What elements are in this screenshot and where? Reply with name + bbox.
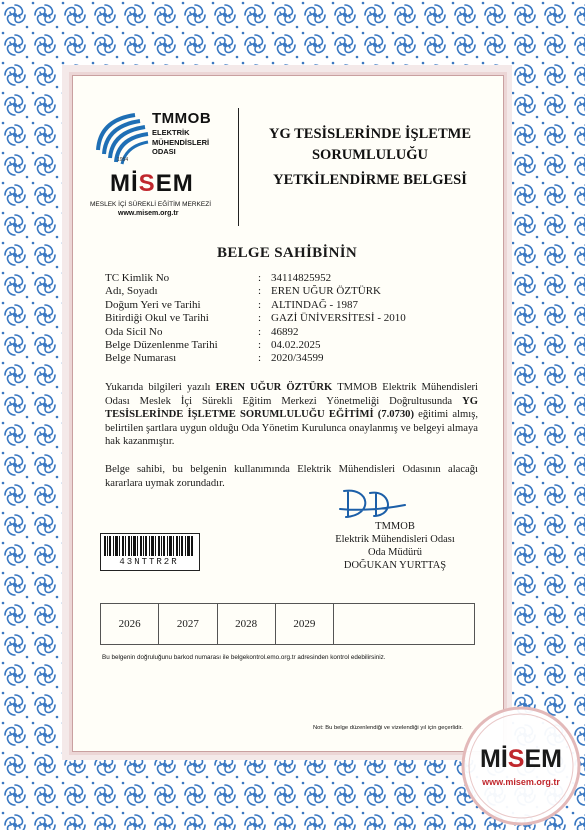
visa-year-cell: 2027 [159, 604, 217, 644]
visa-year-cell: 2026 [101, 604, 159, 644]
verification-note: Bu belgenin doğruluğunu barkod numarası ile belgekontrol.emo.org.tr adresinden kontrol edebilirsiniz. [102, 654, 386, 661]
usage-statement: Belge sahibi, bu belgenin kullanımında Elektrik Mühendisleri Odasının alacağı kararlara uymak zorundadır. [105, 464, 478, 489]
misem-subtitle: MESLEK İÇİ SÜREKLİ EĞİTİM MERKEZİ [90, 201, 211, 208]
holder-name-bold: EREN UĞUR ÖZTÜRK [215, 382, 333, 393]
logo-tmmob: TMMOB [152, 110, 212, 127]
barcode-bars-icon [104, 536, 194, 556]
signature-icon [330, 485, 410, 525]
certificate-statement: Yukarıda bilgileri yazılı EREN UĞUR ÖZTÜRK TMMOB Elektrik Mühendisleri Odası Meslek İçi Sürekli Eğitim Merkezi Yönetmeliği Doğrultusunda YG TESİSLERİNDE İŞLETME SORUMLULUĞU EĞİTİMİ (7.0730) eğitimi almış, belirtilen şartlara uygun olduğu Oda Yönetim Kurulunca onaylanmış ve belgeyi almaya hak kazanmıştır. [105, 382, 478, 447]
misem-logo: MİSEM [110, 170, 194, 197]
misem-url: www.misem.org.tr [118, 210, 179, 217]
header-divider [238, 108, 239, 226]
visa-years-table [100, 603, 334, 645]
validity-note: Not: Bu belge düzenlendiği ve vizelendiği yıl için geçerlidir. [313, 725, 463, 731]
logo-oda-name: ELEKTRİK MÜHENDİSLERİ ODASI [152, 128, 210, 156]
stamp-logo-text: MİSEM [480, 745, 562, 773]
misem-stamp [460, 705, 582, 827]
visa-empty-area [332, 603, 475, 645]
certificate-title: YG TESİSLERİNDE İŞLETME SORUMLULUĞU YETKİLENDİRME BELGESİ [268, 126, 471, 188]
logo-year: 1954 [117, 157, 129, 163]
visa-year-cell: 2028 [218, 604, 276, 644]
training-name-bold: YG TESİSLERİNDE İŞLETME SORUMLULUĞU EĞİTİMİ (7.0730) [105, 395, 478, 420]
section-title: BELGE SAHİBİNİN [217, 245, 357, 261]
signer-block: TMMOB Elektrik Mühendisleri Odası Oda Müdürü DOĞUKAN YURTTAŞ [335, 521, 455, 571]
visa-year-cell: 2029 [293, 618, 316, 630]
barcode-number: 43NTTR2R [119, 557, 179, 567]
stamp-url: www.misem.org.tr [482, 777, 560, 787]
